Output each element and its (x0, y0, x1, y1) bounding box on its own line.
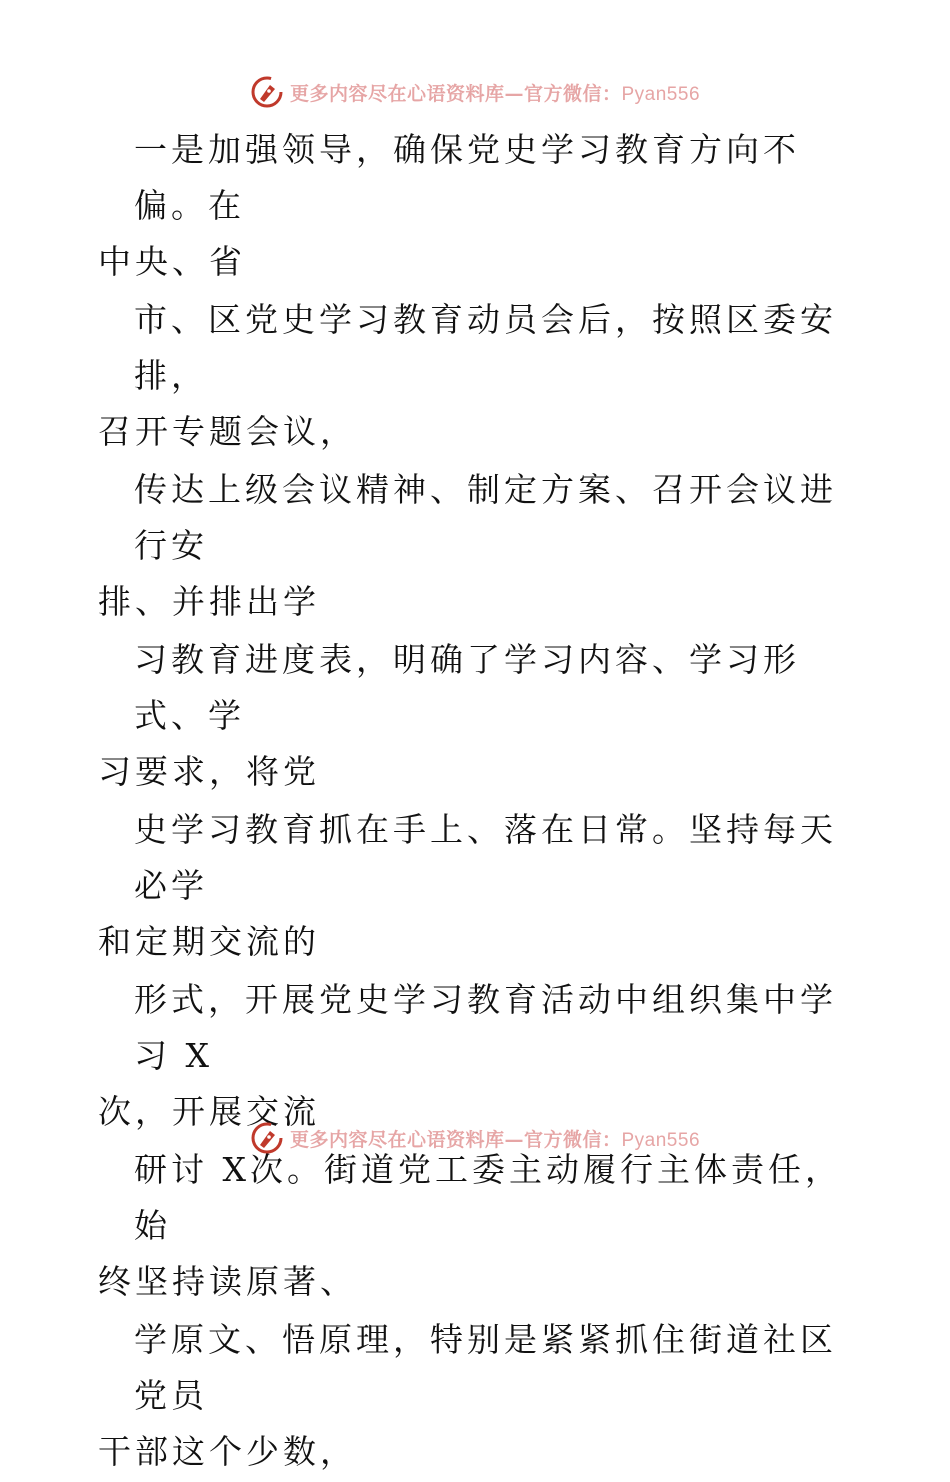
paragraph-line: 研讨 X次。街道党工委主动履行主体责任，始 (134, 1150, 842, 1245)
paragraph-line: 终坚持读原著、 (98, 1262, 357, 1301)
footer-watermark (0, 1118, 950, 1158)
paragraph (98, 122, 858, 290)
paragraph (98, 972, 858, 1140)
paragraph-line: 和定期交流的 (98, 922, 320, 961)
watermark-text: 更多内容尽在心语资料库—官方微信：Pyan556 (289, 82, 701, 105)
header-watermark (0, 72, 950, 112)
paragraph (98, 802, 858, 970)
paragraph (98, 632, 858, 800)
paragraph-line: 传达上级会议精神、制定方案、召开会议进行安 (134, 470, 837, 565)
paragraph-line: 形式，开展党史学习教育活动中组织集中学习 X (134, 980, 837, 1075)
paragraph-line: 召开专题会议， (98, 412, 357, 451)
paragraph-line: 排、并排出学 (98, 582, 320, 621)
paragraph-line: 学原文、悟原理，特别是紧紧抓住街道社区党员 (134, 1320, 837, 1415)
paragraph-line: 史学习教育抓在手上、落在日常。坚持每天必学 (134, 810, 837, 905)
paragraph-line: 中央、省 (98, 242, 246, 281)
paragraph-line: 次，开展交流 (98, 1092, 320, 1131)
paragraph-line: 市、区党史学习教育动员会后，按照区委安排， (134, 300, 837, 395)
paragraph-line: 干部这个少数， (98, 1432, 357, 1471)
paragraph (98, 462, 858, 630)
paragraph (98, 1142, 858, 1310)
paragraph (98, 1312, 858, 1480)
paragraph (98, 292, 858, 460)
document-body (98, 122, 858, 1482)
pen-nib-logo-icon (250, 1121, 284, 1155)
pen-nib-logo-icon (250, 75, 284, 109)
paragraph-line: 习教育进度表，明确了学习内容、学习形式、学 (134, 640, 800, 735)
paragraph-line: 习要求，将党 (98, 752, 320, 791)
paragraph-line: 一是加强领导，确保党史学习教育方向不偏。在 (134, 130, 800, 225)
watermark-text: 更多内容尽在心语资料库—官方微信：Pyan556 (289, 1128, 701, 1151)
